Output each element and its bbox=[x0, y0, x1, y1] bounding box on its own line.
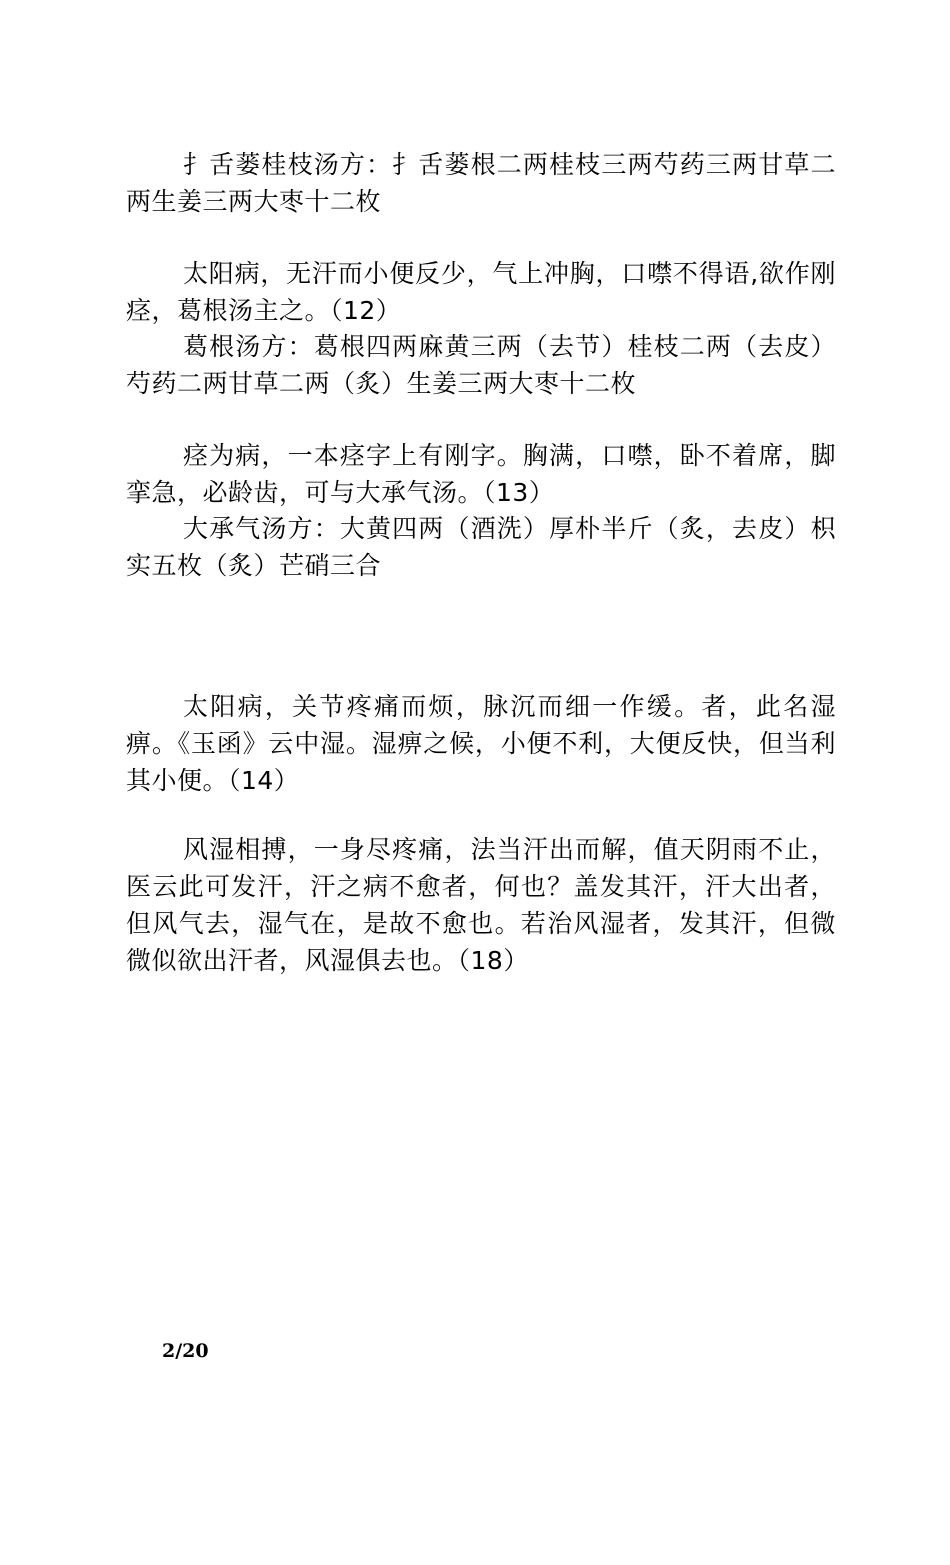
paragraph-article-18: 风湿相搏，一身尽疼痛，法当汗出而解，值天阴雨不止，医云此可发汗，汗之病不愈者，何也？盖发其汗，汗大出者，但风气去，湿气在，是故不愈也。若治风湿者，发其汗，但微微似欲出汗者，风湿俱去也。（18） bbox=[126, 835, 836, 975]
paragraph-article-13: 痉为病，一本痉字上有刚字。胸满，口噤，卧不着席，脚挛急，必龄齿，可与大承气汤。（13） bbox=[126, 441, 836, 507]
paragraph-dachengqi-formula: 大承气汤方：大黄四两（酒洗）厚朴半斤（炙，去皮）枳实五枚（炙）芒硝三合 bbox=[126, 514, 836, 580]
page-number: 2/20 bbox=[162, 1340, 209, 1362]
paragraph-article-12: 太阳病，无汗而小便反少，气上冲胸，口噤不得语,欲作刚痉，葛根汤主之。（12） bbox=[126, 259, 836, 325]
paragraph-article-14: 太阳病，关节疼痛而烦，脉沉而细一作缓。者，此名湿痹。《玉函》云中湿。湿痹之候，小便不利，大便反快，但当利其小便。（14） bbox=[126, 692, 836, 795]
paragraph-gualou-guizhi-formula: 扌舌蒌桂枝汤方：扌舌蒌根二两桂枝三两芍药三两甘草二两生姜三两大枣十二枚 bbox=[126, 150, 836, 216]
paragraph-gegen-formula: 葛根汤方：葛根四两麻黄三两（去节）桂枝二两（去皮）芍药二两甘草二两（炙）生姜三两大枣十二枚 bbox=[126, 332, 836, 398]
